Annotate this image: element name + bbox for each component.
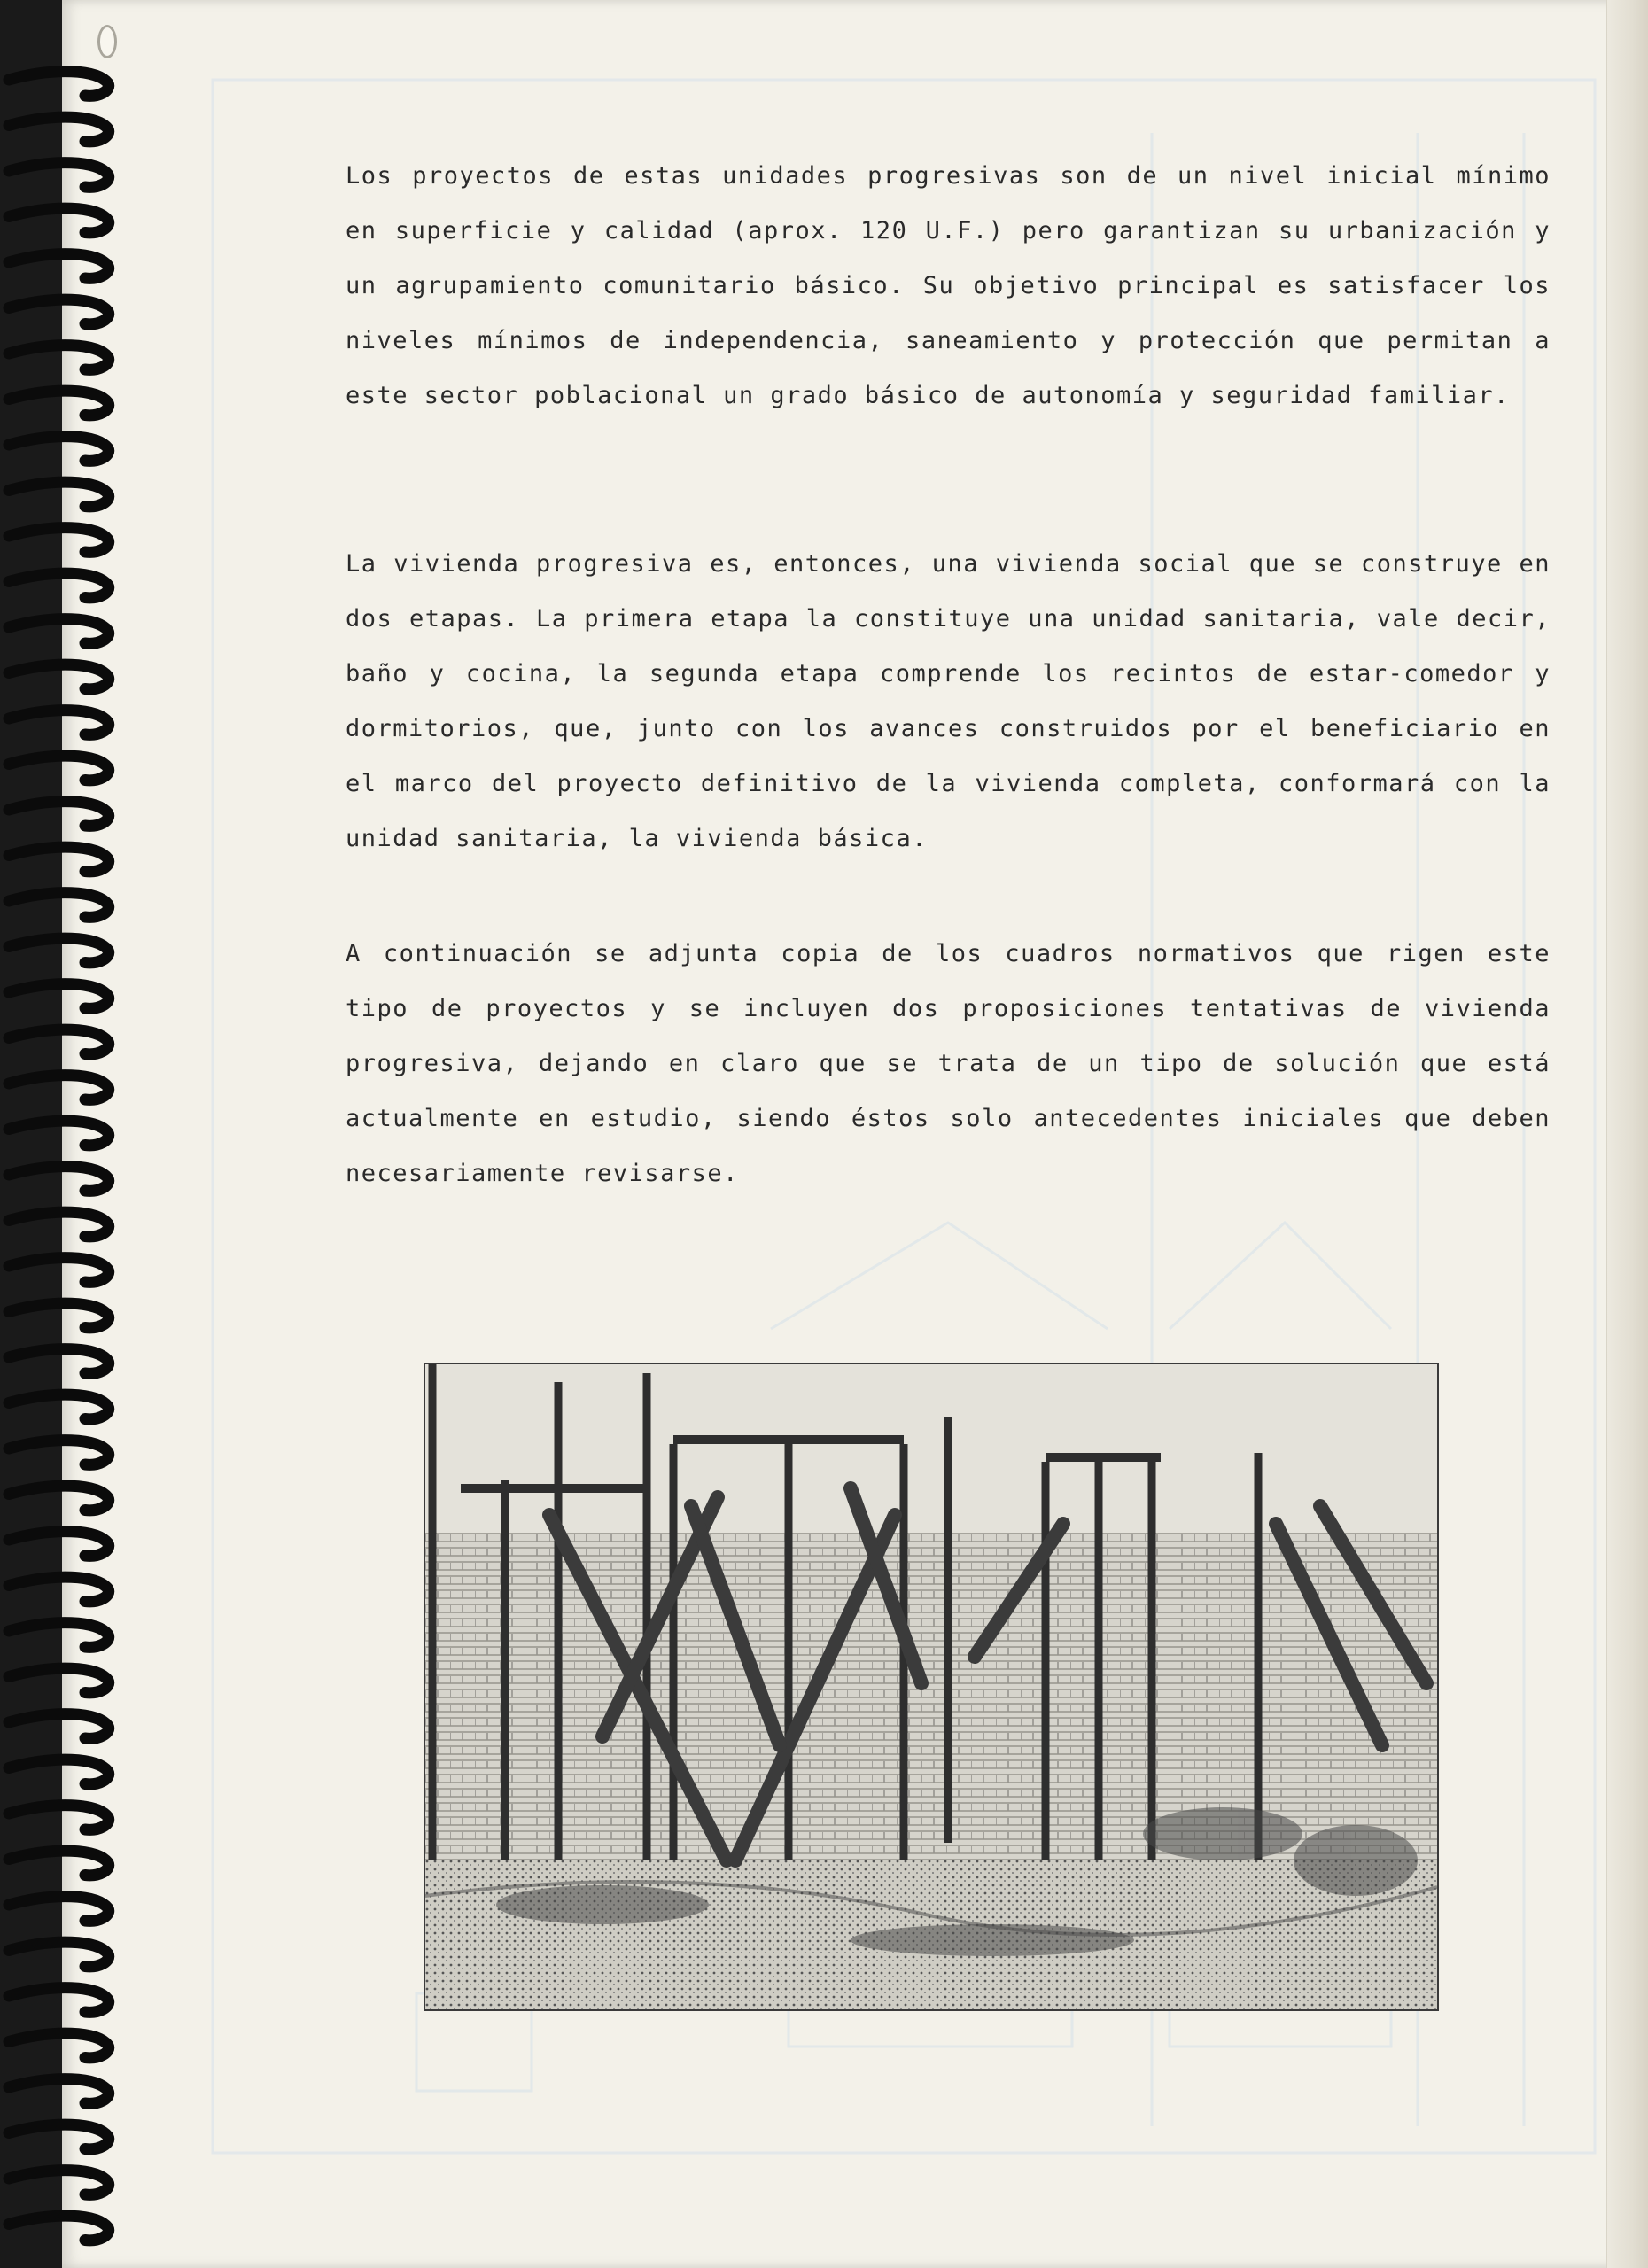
punch-hole [97, 25, 117, 58]
spiral-coil [9, 1623, 109, 1648]
spiral-coil [9, 984, 109, 1009]
spiral-coil [9, 1532, 109, 1557]
spiral-coil [9, 482, 109, 507]
spiral-coil [9, 1577, 109, 1602]
construction-site-photo [424, 1363, 1439, 2011]
spiral-coil [9, 346, 109, 370]
spiral-coil [9, 1441, 109, 1465]
spiral-coil [9, 1988, 109, 2013]
spiral-coil [9, 664, 109, 689]
paragraph-3: A continuación se adjunta copia de los cuadros normativos que rigen este tipo de proyectos y se incluyen dos proposiciones tentativas de vivienda progresiva, dejando en claro que se trata de un tipo de solución que está actualmente en estudio, siendo éstos solo antecedentes iniciales que deben necesariamente revisarse. [346, 940, 1551, 1187]
spiral-coil [9, 1714, 109, 1739]
spiral-coil [9, 711, 109, 735]
spiral-coil [9, 1303, 109, 1328]
spiral-coil [9, 2033, 109, 2058]
spiral-coil [9, 117, 109, 142]
spiral-coil [9, 2216, 109, 2241]
spiral-coil [9, 1759, 109, 1784]
spiral-binding-icon [0, 62, 124, 2250]
spiral-coil [9, 1486, 109, 1511]
spiral-coil [9, 847, 109, 872]
spiral-coil [9, 1076, 109, 1100]
spiral-coil [9, 1212, 109, 1237]
spiral-coil [9, 756, 109, 781]
spiral-coil [9, 437, 109, 462]
spiral-coil [9, 254, 109, 279]
spiral-coil [9, 1851, 109, 1876]
spiral-coil [9, 573, 109, 598]
spiral-coil [9, 1121, 109, 1146]
spiral-coil [9, 1897, 109, 1922]
document-page [62, 0, 1648, 2268]
spiral-coil [9, 1394, 109, 1419]
paragraph-2: La vivienda progresiva es, entonces, una vivienda social que se construye en dos etapas. La primera etapa la constituye una unidad sanitaria, vale decir, baño y cocina, la segunda etapa comprende los recintos de estar-comedor y dormitorios, que, junto con los avances construidos por el beneficiario en el marco del proyecto definitivo de la vivienda completa, conformará con la unidad sanitaria, la vivienda básica. [346, 550, 1551, 852]
spiral-coil [9, 938, 109, 963]
spiral-coil [9, 1942, 109, 1967]
spiral-coil [9, 1029, 109, 1054]
spiral-coil [9, 893, 109, 918]
page-edge-stack [1606, 0, 1648, 2268]
spiral-coil [9, 2171, 109, 2195]
spiral-coil [9, 619, 109, 644]
spiral-coil [9, 528, 109, 553]
spiral-coil [9, 1806, 109, 1830]
spiral-coil [9, 2124, 109, 2149]
spiral-coil [9, 1167, 109, 1192]
spiral-coil [9, 391, 109, 416]
spiral-coil [9, 2079, 109, 2104]
paragraph-1: Los proyectos de estas unidades progresivas son de un nivel inicial mínimo en superficie y calidad (aprox. 120 U.F.) pero garantizan su urbanización y un agrupamiento comunitario básico. Su objetivo principal es satisfacer los niveles mínimos de independencia, saneamiento y protección que permitan a este sector poblacional un grado básico de autonomía y seguridad familiar. [346, 162, 1551, 409]
spiral-coil [9, 1668, 109, 1693]
spiral-coil [9, 208, 109, 233]
spiral-coil [9, 802, 109, 827]
spiral-coil [9, 299, 109, 324]
spiral-coil [9, 1349, 109, 1374]
spiral-coil [9, 163, 109, 188]
spiral-coil [9, 72, 109, 97]
spiral-coil [9, 1258, 109, 1283]
